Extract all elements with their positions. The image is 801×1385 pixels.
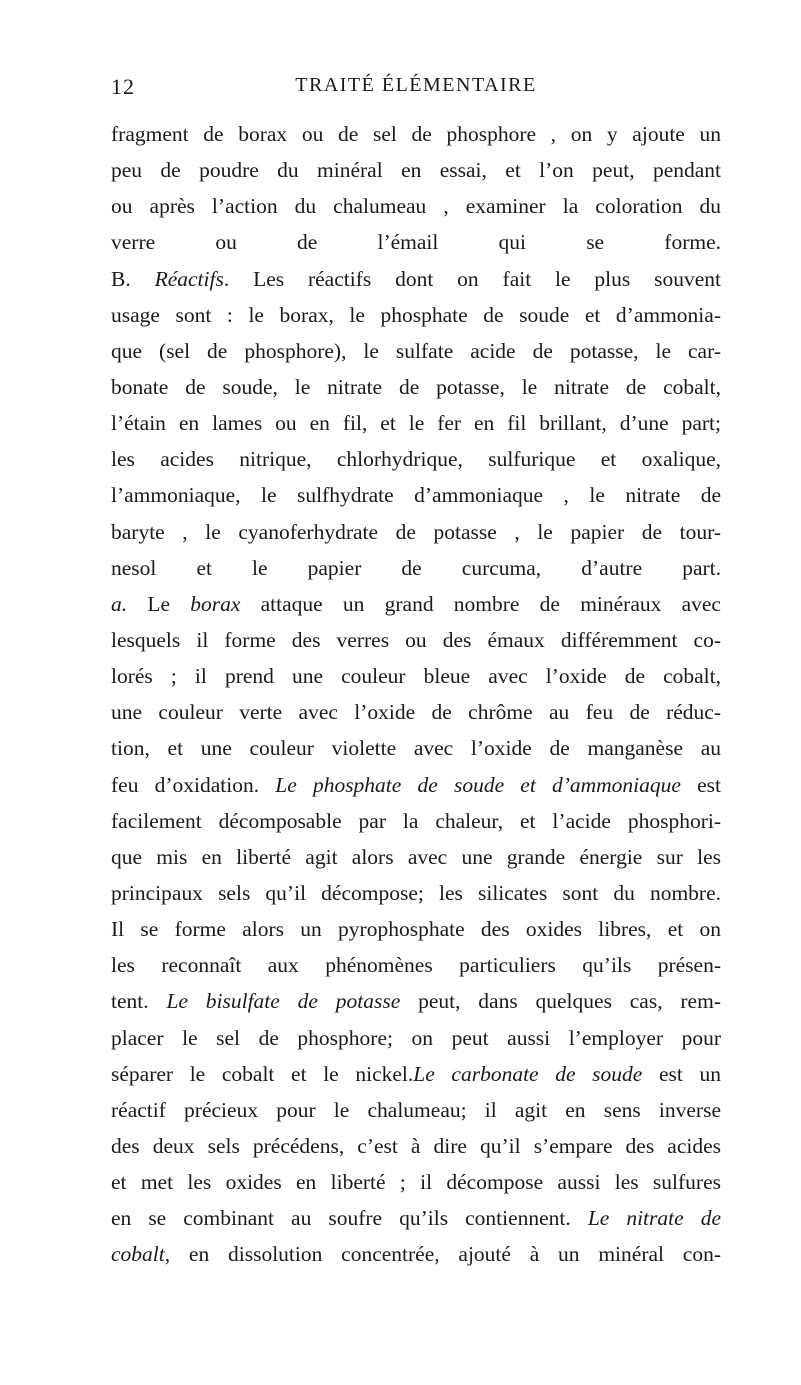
italic-term: Le carbonate de soude xyxy=(413,1061,643,1086)
italic-term: Le phosphate de soude et d’ammoniaque xyxy=(275,772,681,797)
text-line xyxy=(111,1020,721,1056)
text-line xyxy=(111,875,721,911)
text-run: que mis en liberté agit alors avec une grande énergie sur les xyxy=(111,844,721,869)
italic-term: borax xyxy=(190,591,241,616)
text-run: feu d’oxidation. xyxy=(111,772,276,797)
text-run: une couleur verte avec l’oxide de chrôme au feu de réduc- xyxy=(111,700,721,725)
text-run: principaux sels qu’il décompose; les silicates sont du nombre. xyxy=(111,880,721,905)
text-line xyxy=(111,297,721,333)
text-run: des deux sels précédens, c’est à dire qu’il s’empare des acides xyxy=(111,1133,721,1158)
text-line xyxy=(111,369,721,405)
text-run: Il se forme alors un pyrophosphate des oxides libres, et on xyxy=(111,917,721,942)
text-run: les reconnaît aux phénomènes particuliers qu’ils présen- xyxy=(111,953,721,978)
text-run: usage sont : le borax, le phosphate de soude et d’ammonia- xyxy=(111,302,721,327)
running-head xyxy=(111,74,721,114)
text-run: lorés ; il prend une couleur bleue avec l’oxide de cobalt, xyxy=(111,664,721,689)
text-run: baryte , le cyanoferhydrate de potasse , le papier de tour- xyxy=(111,519,721,544)
text-line xyxy=(111,405,721,441)
body-text xyxy=(111,116,721,1273)
text-line xyxy=(111,947,721,983)
text-line xyxy=(111,477,721,513)
text-line xyxy=(111,983,721,1019)
italic-term: cobalt xyxy=(111,1242,165,1267)
text-line xyxy=(111,1200,721,1236)
text-line xyxy=(111,152,721,188)
text-line xyxy=(111,550,721,586)
text-line xyxy=(111,767,721,803)
italic-term: a. xyxy=(111,591,128,616)
text-run: . Les réactifs dont on fait le plus souvent xyxy=(223,266,721,291)
text-run: verre ou de l’émail qui se forme. xyxy=(111,230,721,255)
running-title: TRAITÉ ÉLÉMENTAIRE xyxy=(295,74,537,96)
text-line xyxy=(111,694,721,730)
text-line xyxy=(111,622,721,658)
page-number: 12 xyxy=(111,74,135,99)
text-run: facilement décomposable par la chaleur, et l’acide phosphori- xyxy=(111,808,721,833)
text-run: peut, dans quelques cas, rem- xyxy=(400,989,721,1014)
text-run: lesquels il forme des verres ou des émaux différemment co- xyxy=(111,627,721,652)
text-line xyxy=(111,224,721,260)
text-line xyxy=(111,261,721,297)
text-run: Le xyxy=(127,591,191,616)
text-line xyxy=(111,1128,721,1164)
text-run: et met les oxides en liberté ; il décompose aussi les sulfures xyxy=(111,1170,721,1195)
text-run: tion, et une couleur violette avec l’oxide de manganèse au xyxy=(111,736,721,761)
text-line xyxy=(111,803,721,839)
text-run: séparer le cobalt et le nickel. xyxy=(111,1061,414,1086)
text-line xyxy=(111,333,721,369)
text-run: attaque un grand nombre de minéraux avec xyxy=(240,591,721,616)
text-line xyxy=(111,188,721,224)
text-run: les acides nitrique, chlorhydrique, sulfurique et oxalique, xyxy=(111,447,721,472)
italic-term: Le nitrate de xyxy=(587,1206,721,1231)
text-run: ou après l’action du chalumeau , examiner la coloration du xyxy=(111,194,721,219)
text-run: est un xyxy=(642,1061,721,1086)
text-run: réactif précieux pour le chalumeau; il agit en sens inverse xyxy=(111,1097,721,1122)
text-line xyxy=(111,1236,721,1272)
text-run: peu de poudre du minéral en essai, et l’on peut, pendant xyxy=(111,158,721,183)
text-line xyxy=(111,839,721,875)
text-line xyxy=(111,586,721,622)
text-run: fragment de borax ou de sel de phosphore , on y ajoute un xyxy=(111,122,721,146)
text-line xyxy=(111,514,721,550)
text-line xyxy=(111,658,721,694)
text-line xyxy=(111,730,721,766)
text-run: l’ammoniaque, le sulfhydrate d’ammoniaque , le nitrate de xyxy=(111,483,721,508)
italic-term: Réactifs xyxy=(154,266,224,291)
text-run: B. xyxy=(111,266,155,291)
text-line xyxy=(111,1056,721,1092)
italic-term: Le bisulfate de potasse xyxy=(166,989,401,1014)
text-line xyxy=(111,441,721,477)
text-run: , en dissolution concentrée, ajouté à un minéral con- xyxy=(164,1242,721,1267)
text-run: est xyxy=(680,772,721,797)
text-run: que (sel de phosphore), le sulfate acide de potasse, le car- xyxy=(111,338,721,363)
text-run: nesol et le papier de curcuma, d’autre part. xyxy=(111,555,721,580)
text-run: tent. xyxy=(111,989,167,1014)
text-run: en se combinant au soufre qu’ils contiennent. xyxy=(111,1206,588,1231)
text-line xyxy=(111,1164,721,1200)
text-line xyxy=(111,116,721,152)
text-line xyxy=(111,911,721,947)
text-line xyxy=(111,1092,721,1128)
text-run: placer le sel de phosphore; on peut aussi l’employer pour xyxy=(111,1025,721,1050)
text-run: bonate de soude, le nitrate de potasse, le nitrate de cobalt, xyxy=(111,374,721,399)
text-run: l’étain en lames ou en fil, et le fer en fil brillant, d’une part; xyxy=(111,411,721,436)
